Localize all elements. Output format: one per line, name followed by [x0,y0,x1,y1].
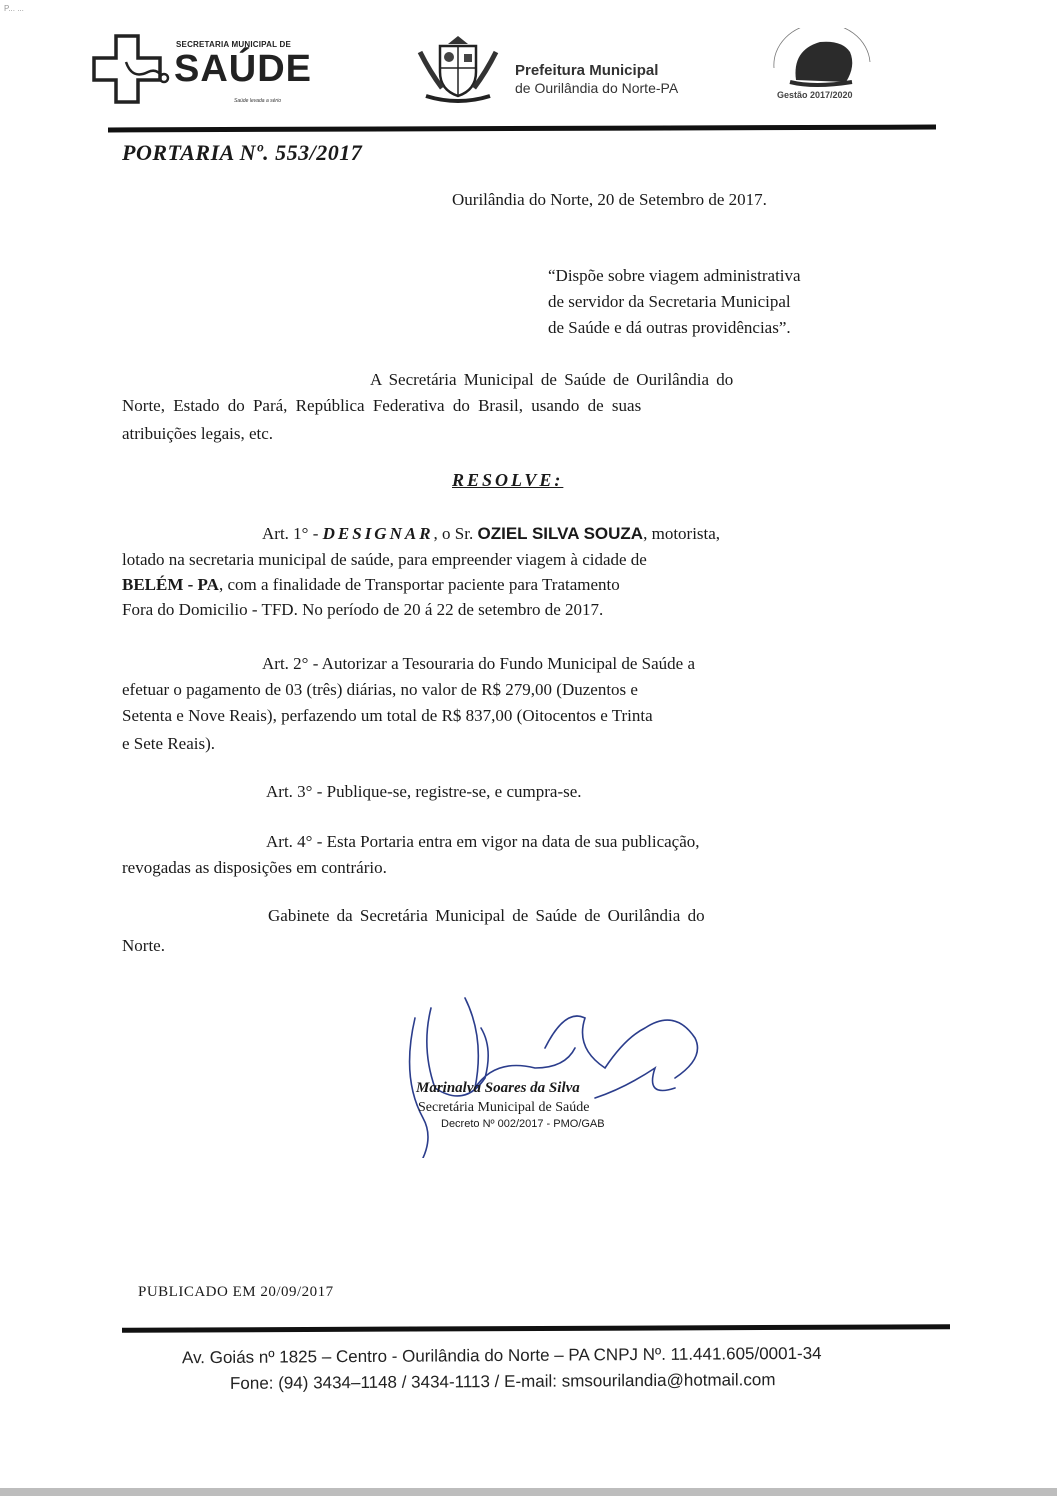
art2-line: efetuar o pagamento de 03 (três) diárias, no valor de R$ 279,00 (Duzentos e [122,680,638,699]
art1-line4: Fora do Domicilio - TFD. No período de 20 á 22 de setembro de 2017. [122,600,604,619]
footer-rule [122,1324,950,1333]
art1-prefix: Art. 1° - [262,524,323,543]
art1-line2: lotado na secretaria municipal de saúde, para empreender viagem à cidade de [122,550,647,569]
art1-line1 [262,524,720,544]
saude-logo-word: SAÚDE [174,48,313,90]
signatory-name: Marinalva Soares da Silva [416,1080,580,1096]
header-rule [108,125,936,133]
art1-after-name: , motorista, [643,524,721,543]
ementa-line: “Dispõe sobre viagem administrativa [548,266,801,285]
saude-logo-tagline: Saúde levada a sério [234,98,281,104]
saude-logo-line1: SECRETARIA MUNICIPAL DE [176,40,291,49]
medical-cross-icon [86,32,176,112]
art1-verb: DESIGNAR [322,524,434,543]
art4-line: revogadas as disposições em contrário. [122,858,387,877]
art1-name: OZIEL SILVA SOUZA [477,524,644,543]
saude-logo [86,32,326,112]
signatory-role: Secretária Municipal de Saúde [418,1100,590,1115]
prefeitura-city: de Ourilândia do Norte-PA [515,80,679,96]
preamble-line: A Secretária Municipal de Saúde de Ourilândia do [370,370,734,389]
art1-line3-rest: , com a finalidade de Transportar paciente para Tratamento [218,575,620,594]
resolve-heading: RESOLVE: [452,470,564,490]
preamble-line: atribuições legais, etc. [122,424,274,443]
art1-line3 [122,575,620,595]
gestao-label: Gestão 2017/2020 [777,90,853,100]
art1-after-verb: , o Sr. [433,524,478,543]
art1-city: BELÉM - PA [122,575,219,594]
art3-line: Art. 3° - Publique-se, registre-se, e cumpra-se. [266,782,582,801]
art2-line: Setenta e Nove Reais), perfazendo um total de R$ 837,00 (Oitocentos e Trinta [122,706,653,725]
art2-line: Art. 2° - Autorizar a Tesouraria do Fundo Municipal de Saúde a [262,654,696,673]
art4-line: Art. 4° - Esta Portaria entra em vigor na data de sua publicação, [266,832,700,851]
date-line: Ourilândia do Norte, 20 de Setembro de 2017. [452,190,767,209]
footer-contact: Fone: (94) 3434–1148 / 3434-1113 / E-mail: smsourilandia@hotmail.com [229,1370,776,1393]
handwritten-signature [395,988,725,1158]
scan-edge [0,1488,1057,1496]
municipal-crest-icon [412,32,504,104]
ementa-line: de servidor da Secretaria Municipal [548,292,791,311]
scan-mark: P... ... [4,4,24,13]
closing-line: Gabinete da Secretária Municipal de Saúde de Ourilândia do [268,906,705,925]
ementa-line: de Saúde e dá outras providências”. [548,318,791,337]
prefeitura-name: Prefeitura Municipal [515,62,659,79]
preamble-line: Norte, Estado do Pará, República Federativa do Brasil, usando de suas [122,396,642,415]
footer-address: Av. Goiás nº 1825 – Centro - Ourilândia do Norte – PA CNPJ Nº. 11.441.605/0001-34 [181,1343,822,1368]
document-title: PORTARIA Nº. 553/2017 [122,140,363,165]
signatory-decree: Decreto Nº 002/2017 - PMO/GAB [441,1118,605,1130]
closing-line: Norte. [122,936,165,955]
published-date: PUBLICADO EM 20/09/2017 [138,1284,334,1300]
art2-line: e Sete Reais). [122,734,215,753]
